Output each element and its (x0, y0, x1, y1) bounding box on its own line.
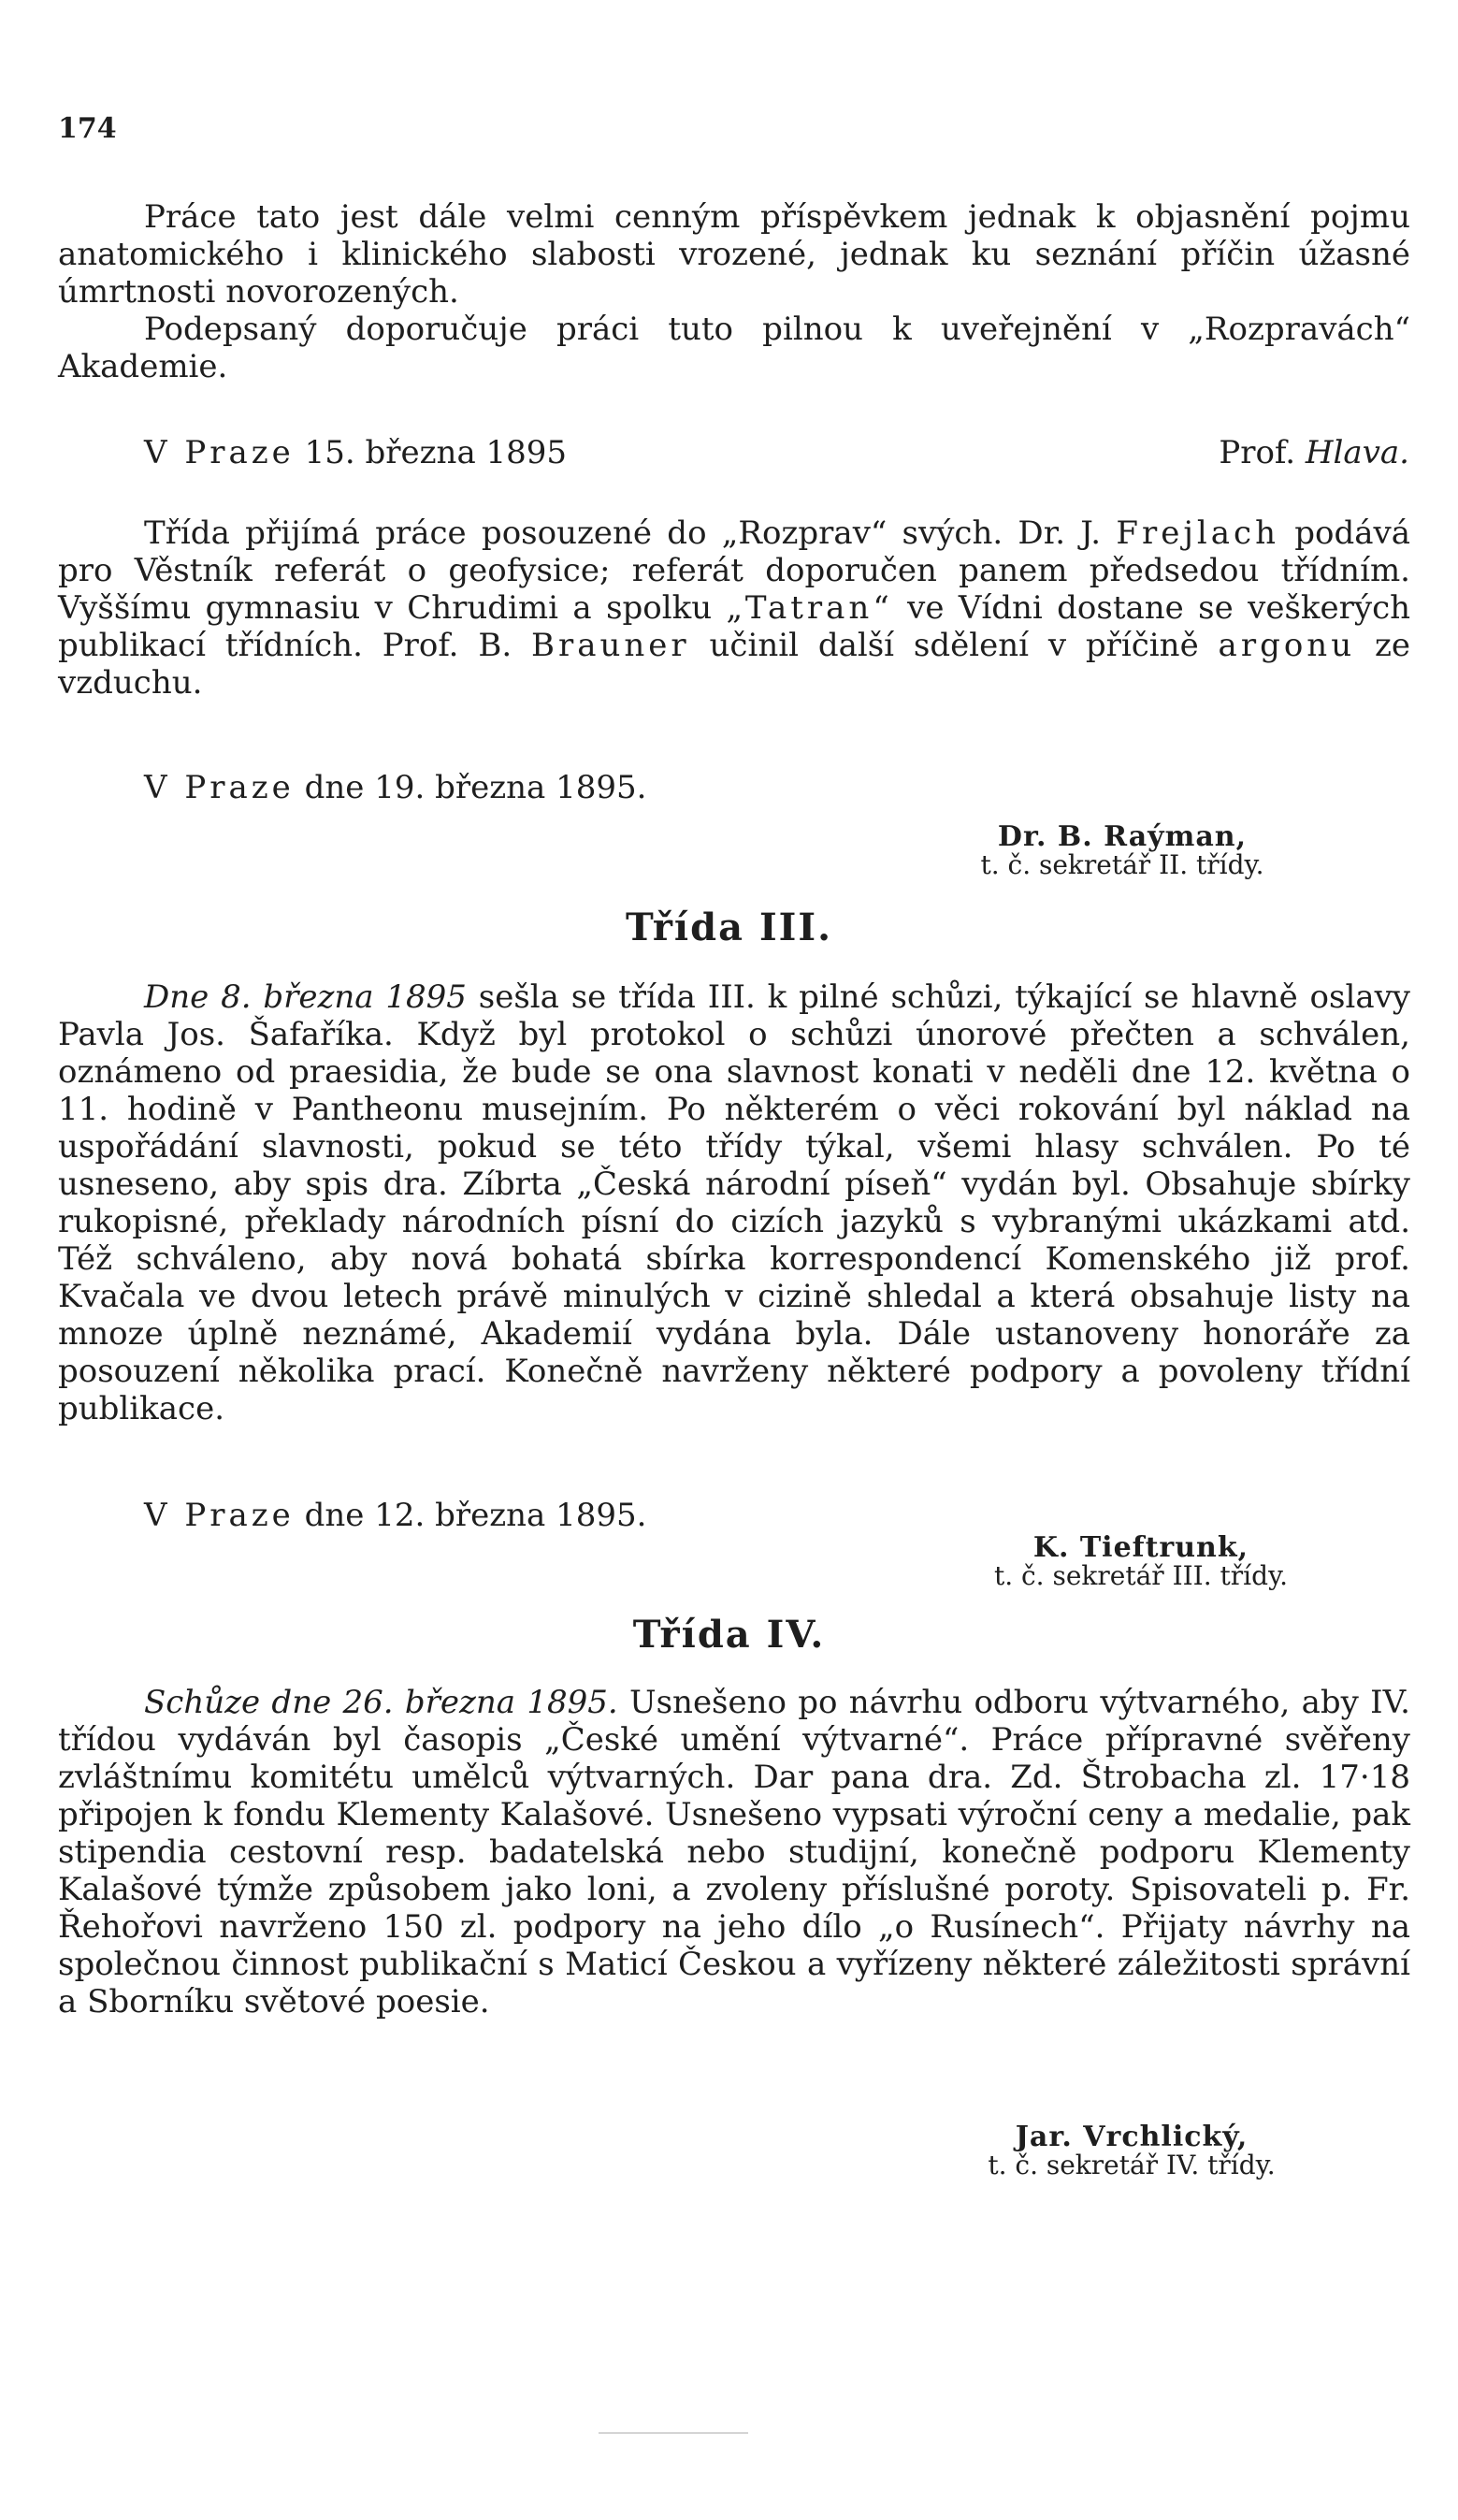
signature-1-prefix: Prof. (1219, 434, 1296, 471)
dateline-2-date: dne 19. března 1895. (304, 769, 647, 806)
heading-class-iv: Třída IV. (632, 1613, 826, 1657)
class-iii-text: sešla se třída III. k pilné schůzi, týkající se hlavně oslavy Pavla Jos. Šafaříka. Když byl protokol o schůzi únorové přečten a schválen, oznámeno od praesidia, že bude se ona slavnost konati v neděli dne 12. května o 11. hodině v Pantheonu musejním. Po některém o věci rokování byl náklad na uspořádání slavnosti, pokud se této třídy týkal, všemi hlasy schválen. Po té usneseno, aby spis dra. Zíbrta „Česká národní píseň“ vydán byl. Obsahuje sbírky rukopisné, překlady národních písní do cizích jazyků s vybranými ukázkami atd. Též schváleno, aby nová bohatá sbírka korrespondencí Komenského již prof. Kvačala ve dvou letech právě minulých v cizině shledal a která obsahuje listy na mnoze úplně neznámé, Akademií vydána byla. Dále ustanoveny honoráře za posouzení několika prací. Konečně navrženy některé podpory a povoleny třídní publikace. (58, 978, 1411, 1427)
class-ii-section (58, 514, 1410, 702)
signature-1-name: Hlava. (1305, 434, 1409, 471)
page-number: 174 (58, 112, 117, 145)
class-ii-name-brauner: Brauner (530, 627, 690, 664)
signature-4-title: t. č. sekretář IV. třídy. (988, 2150, 1276, 2180)
class-ii-word-argon: argonu (1218, 627, 1356, 664)
class-iii-date: Dne 8. března 1895 (144, 978, 467, 1016)
dateline-1-date: 15. března 1895 (304, 434, 568, 471)
dateline-1 (144, 434, 567, 471)
class-ii-paragraph (58, 514, 1410, 702)
signature-4 (926, 2123, 1337, 2180)
dateline-2-place: V Praze (144, 769, 295, 806)
signature-1 (1219, 434, 1409, 471)
signature-2 (926, 820, 1319, 880)
dateline-1-place: V Praze (144, 434, 295, 471)
footer-divider (599, 2432, 748, 2434)
class-ii-name-tatran: „Tatran“ (726, 589, 893, 627)
signature-3 (935, 1531, 1347, 1591)
class-iv-section (58, 1684, 1410, 2020)
class-iii-paragraph (58, 978, 1410, 1427)
class-iv-paragraph (58, 1684, 1410, 2020)
class-iii-section (58, 978, 1410, 1427)
intro-paragraph-1: Práce tato jest dále velmi cenným příspěvkem jednak k objasnění pojmu anatomického i klinického slabosti vrozené, jednak ku seznání příčin úžasné úmrtnosti novorozených. (58, 198, 1410, 311)
dateline-3 (144, 1497, 646, 1534)
class-ii-text-4: učinil další sdělení v příčině (709, 627, 1199, 664)
intro-paragraph-2: Podepsaný doporučuje práci tuto pilnou k uveřejnění v „Rozpravách“ Akademie. (58, 311, 1410, 385)
class-iv-date: Schůze dne 26. března 1895. (144, 1684, 618, 1721)
signature-3-name: K. Tieftrunk, (1032, 1531, 1249, 1564)
class-ii-text-2: podává pro Věstník referát o geofysice; referát doporučen panem předsedou třídním. Vyššímu gymnasiu v Chrudimi a spolku (58, 514, 1410, 627)
dateline-2 (144, 769, 646, 806)
class-ii-text-3: ve Vídni dostane se veškerých publikací třídních. Prof. B. (58, 589, 1411, 664)
class-ii-name-frejlach: Frejlach (1116, 514, 1279, 552)
dateline-3-place: V Praze (144, 1497, 295, 1534)
class-iv-text: Usnešeno po návrhu odboru výtvarného, aby IV. třídou vydáván byl časopis „České umění výtvarné“. Práce přípravné svěřeny zvláštnímu komitétu umělců výtvarných. Dar pana dra. Zd. Štrobacha zl. 17·18 připojen k fondu Klementy Kalašové. Usnešeno vypsati výroční ceny a medalie, pak stipendia cestovní resp. badatelská nebo studijní, konečně podporu Klementy Kalašové týmže způsobem jako loni, a zvoleny příslušné poroty. Spisovateli p. Fr. Řehořovi navrženo 150 zl. podpory na jeho dílo „o Rusínech“. Přijaty návrhy na společnou činnost publikační s Maticí Českou a vyřízeny některé záležitosti správní a Sborníku světové poesie. (58, 1684, 1410, 2020)
signature-2-name: Dr. B. Raýman, (997, 820, 1248, 853)
signature-2-title: t. č. sekretář II. třídy. (980, 849, 1264, 880)
intro-section (58, 198, 1410, 385)
class-ii-text-5: ze vzduchu. (58, 627, 1410, 702)
class-ii-text-1: Třída přijímá práce posouzené do „Rozprav“ svých. Dr. J. (144, 514, 1102, 552)
signature-4-name: Jar. Vrchlický, (1015, 2121, 1249, 2153)
heading-class-iii: Třída III. (626, 905, 832, 949)
signature-3-title: t. č. sekretář III. třídy. (993, 1560, 1289, 1591)
dateline-3-date: dne 12. března 1895. (304, 1497, 647, 1534)
